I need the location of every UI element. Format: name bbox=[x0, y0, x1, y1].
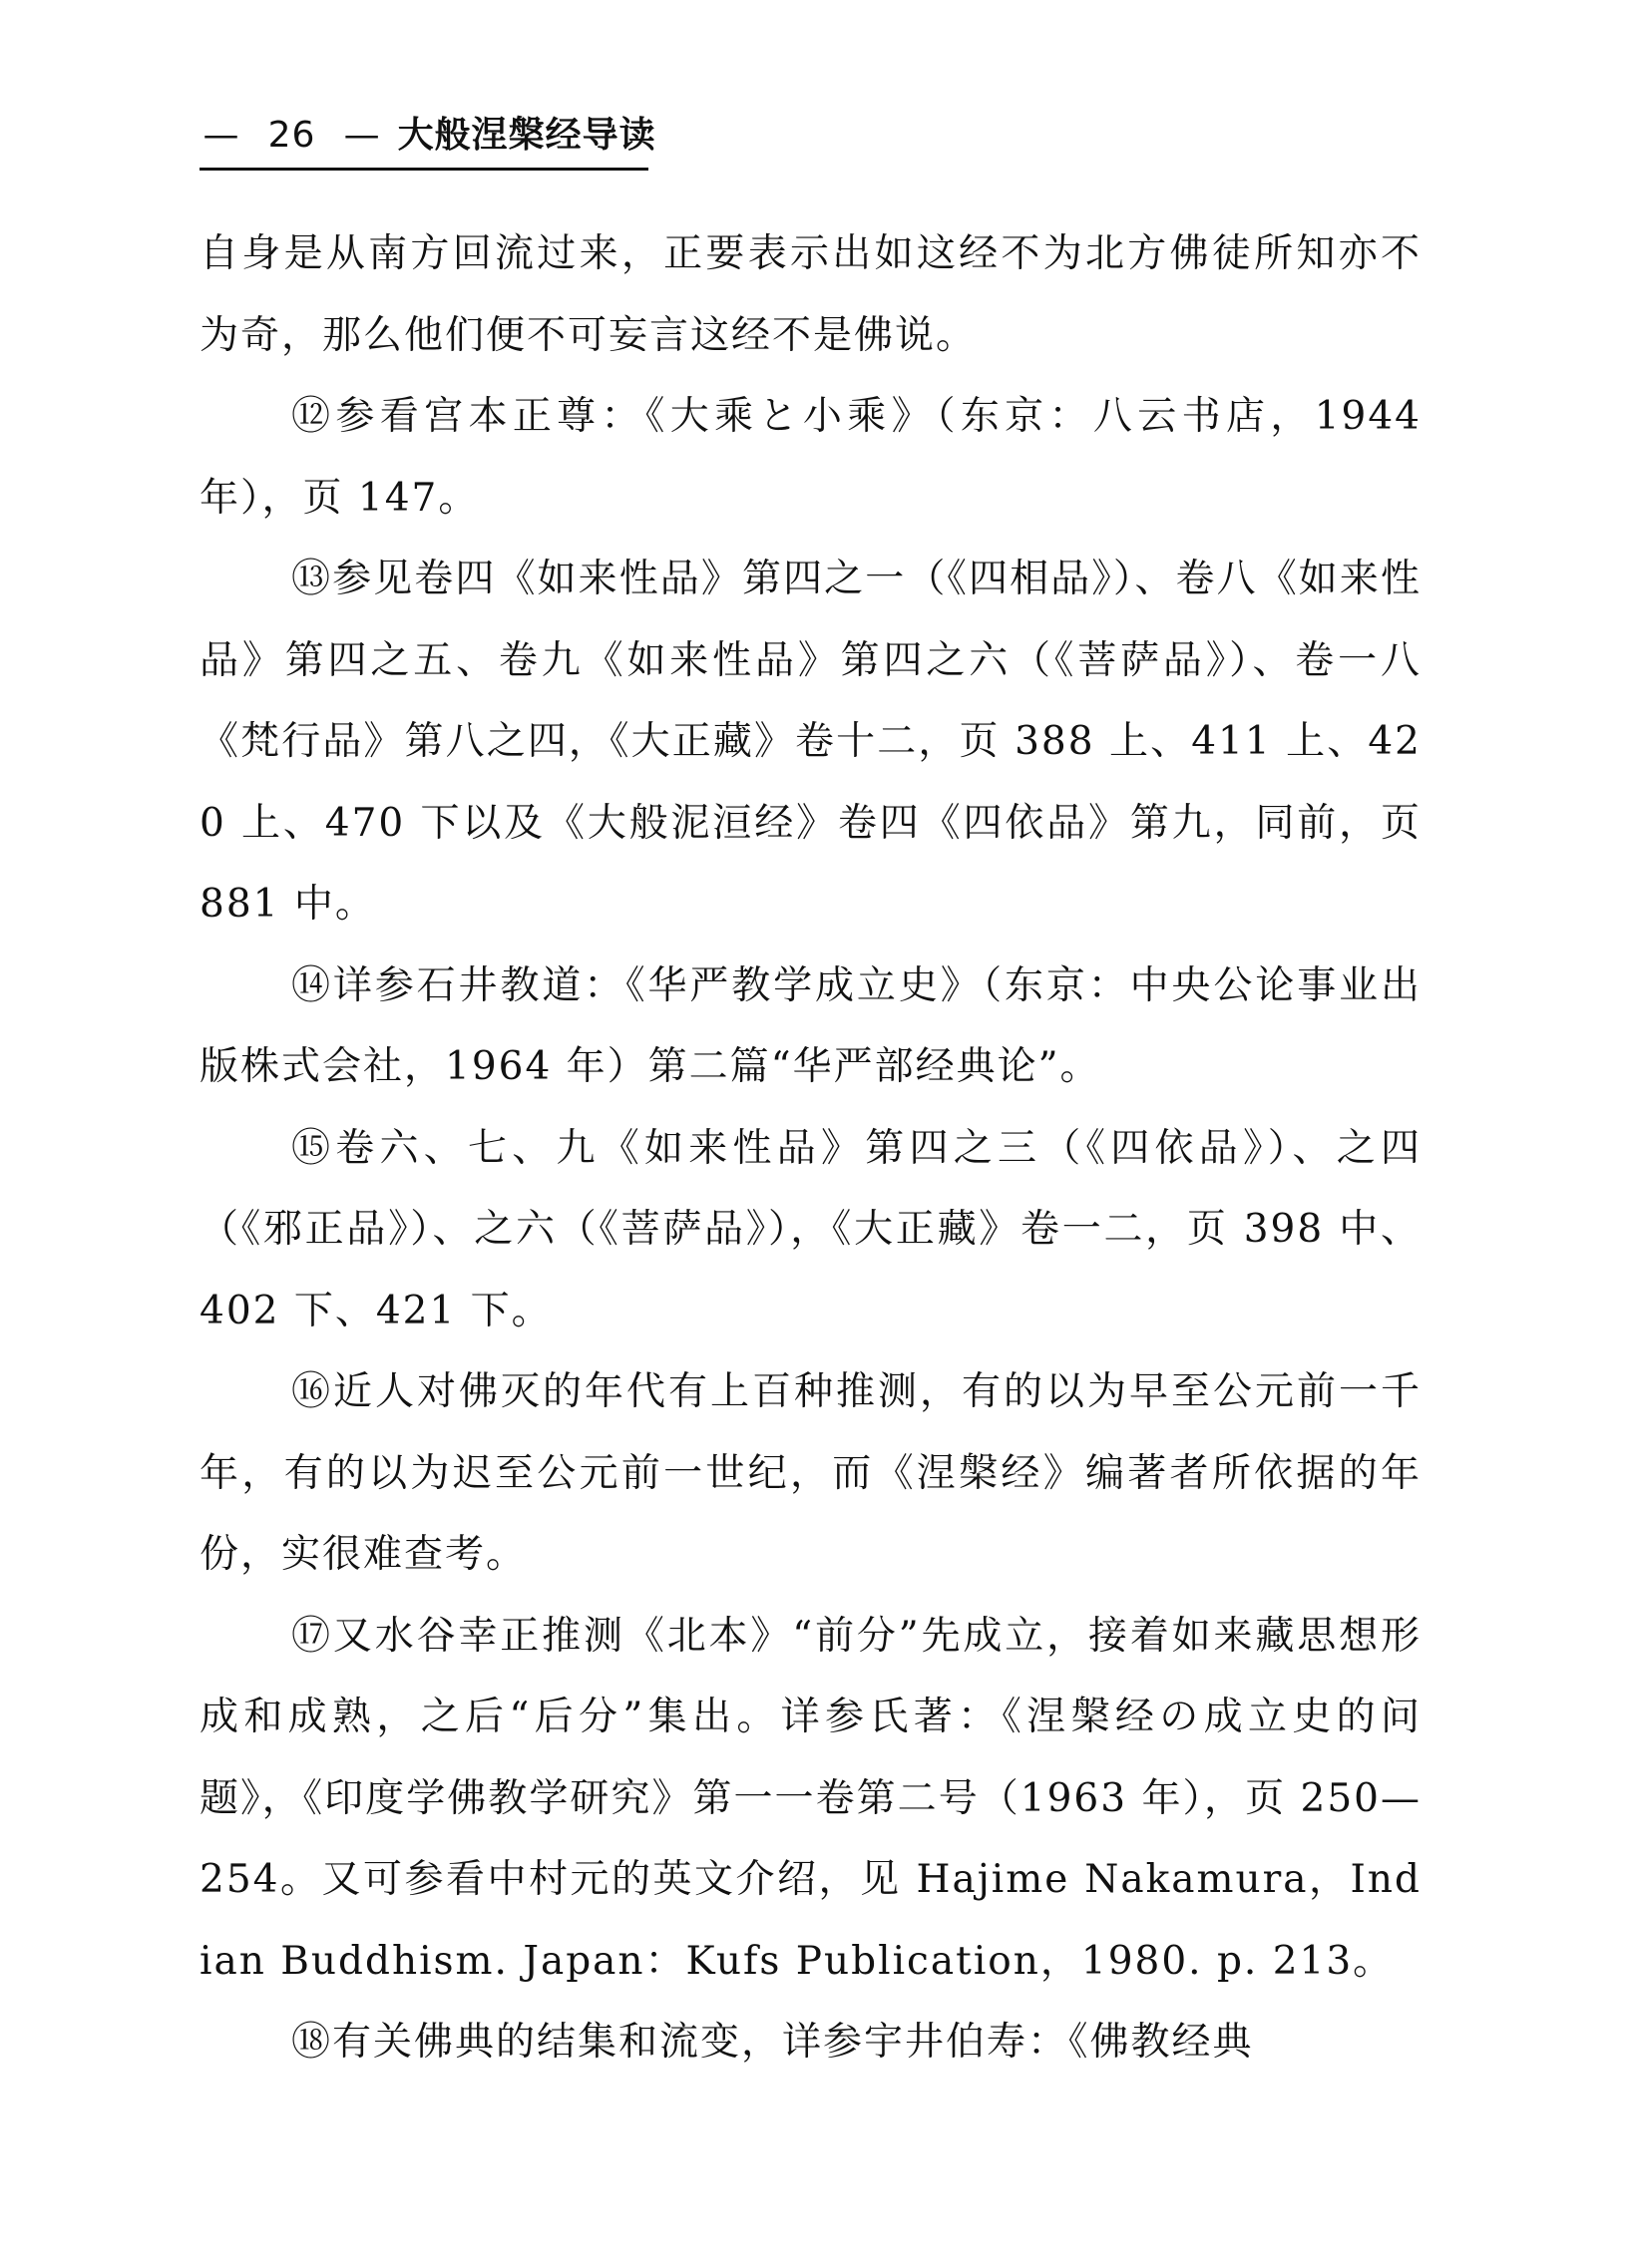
running-head bbox=[200, 108, 658, 164]
page-number: 26 bbox=[267, 115, 316, 156]
note-14: ⑭详参石井教道：《华严教学成立史》（东京：中央公论事业出版株式会社，1964 年）第二篇“华严部经典论”。 bbox=[200, 962, 1422, 1089]
endnotes-body bbox=[200, 213, 1422, 2083]
note-continuation: 自身是从南方回流过来，正要表示出如这经不为北方佛徒所知亦不为奇，那么他们便不可妄言这经不是佛说。 bbox=[200, 231, 1422, 358]
note-12: ⑫参看宫本正尊：《大乘と小乘》（东京：八云书店，1944 年），页 147。 bbox=[200, 394, 1422, 521]
book-title: 大般涅槃经导读 bbox=[397, 115, 656, 156]
running-head-dash-right: — bbox=[343, 115, 381, 156]
note-18: ⑱有关佛典的结集和流变，详参宇井伯寿：《佛教经典 bbox=[291, 2020, 1254, 2065]
note-15: ⑮卷六、七、九《如来性品》第四之三（《四依品》）、之四（《邪正品》）、之六（《菩萨品》），《大正藏》卷一二，页 398 中、402 下、421 下。 bbox=[200, 1125, 1422, 1333]
note-16: ⑯近人对佛灭的年代有上百种推测，有的以为早至公元前一千年，有的以为迟至公元前一世纪，而《涅槃经》编著者所依据的年份，实很难查考。 bbox=[200, 1369, 1422, 1577]
note-13: ⑬参见卷四《如来性品》第四之一（《四相品》）、卷八《如来性品》第四之五、卷九《如来性品》第四之六（《菩萨品》）、卷一八《梵行品》第八之四，《大正藏》卷十二，页 388 上、411 上、420 上、470 下以及《大般泥洹经》卷四《四依品》第九，同前，页 881 中。 bbox=[200, 557, 1422, 927]
running-head-dash-left: — bbox=[203, 115, 240, 156]
header-rule bbox=[200, 168, 648, 171]
note-17: ⑰又水谷幸正推测《北本》“前分”先成立，接着如来藏思想形成和成熟，之后“后分”集出。详参氏著：《涅槃经の成立史的问题》，《印度学佛教学研究》第一一卷第二号（1963 年），页 250—254。又可参看中村元的英文介绍，见 Hajime Nakamura，Indian Buddhism. Japan：Kufs Publication，1980. p. 213。 bbox=[200, 1613, 1422, 1984]
